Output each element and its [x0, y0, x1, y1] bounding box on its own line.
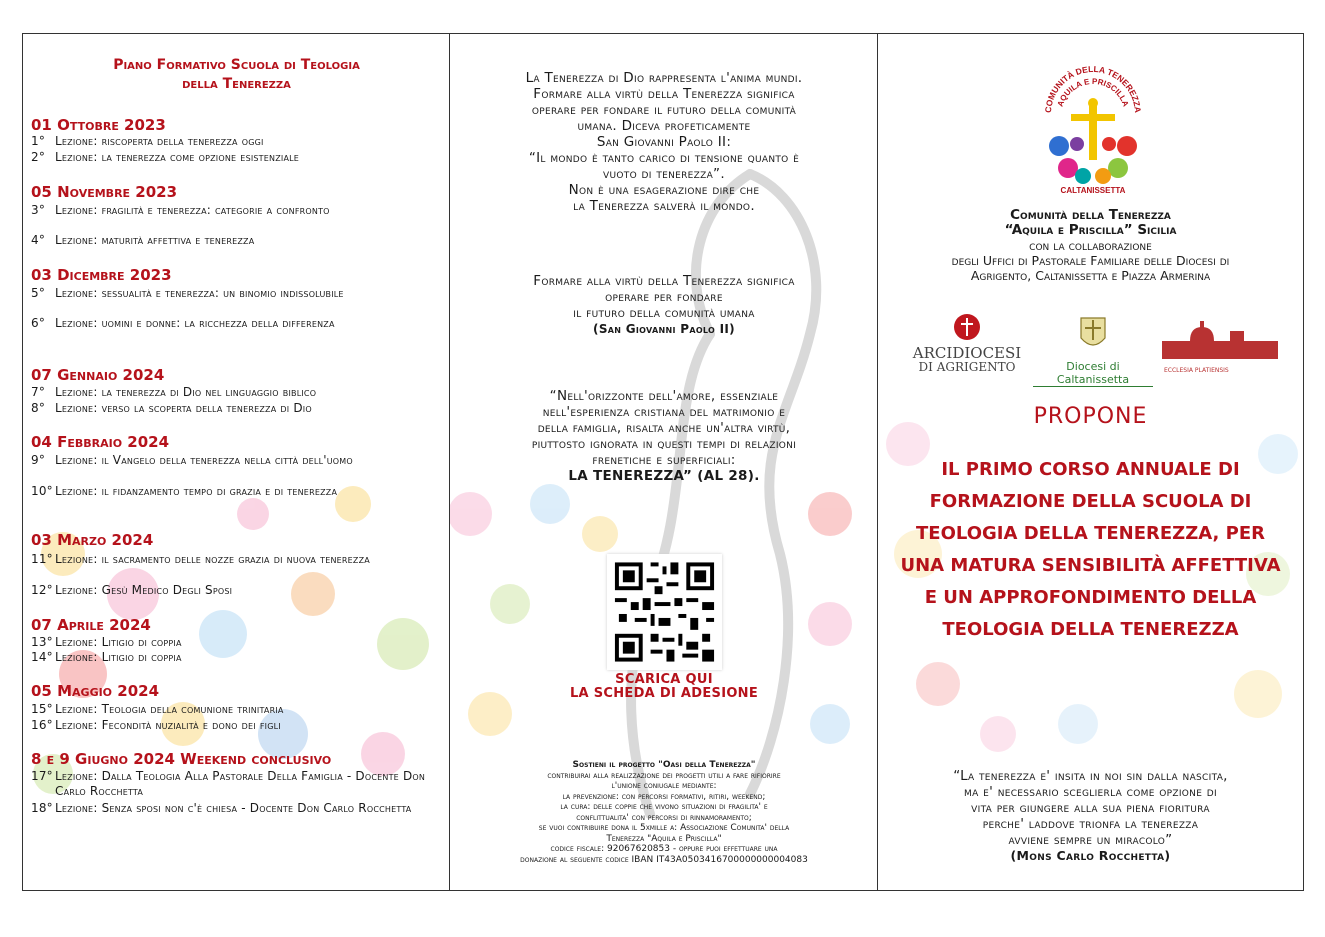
lesson-item: 9° Lezione: il Vangelo della tenerezza nella città dell'uomo: [31, 453, 353, 467]
lesson-item: 12° Lezione: Gesù Medico Degli Sposi: [31, 583, 233, 597]
cover-panel: [878, 34, 1303, 890]
amoris-source: LA TENEREZZA” (AL 28).: [568, 468, 760, 484]
lesson-item: 13° Lezione: Litigio di coppia: [31, 635, 182, 649]
month-heading: 07 Gennaio 2024: [31, 366, 165, 384]
quote-source: (Mons Carlo Rocchetta): [1010, 848, 1171, 863]
month-heading: 03 Marzo 2024: [31, 531, 154, 549]
course-title: IL PRIMO CORSO ANNUALE DI FORMAZIONE DELLA SCUOLA DI TEOLOGIA DELLA TENEREZZA, PER UNA MATURA SENSIBILITÀ AFFETTIVA E UN APPROFONDIMENTO DELLA TEOLOGIA DELLA TENEREZZA: [900, 459, 1281, 640]
amoris-quote: “Nell'orizzonte dell'amore, essenziale nell'esperienza cristiana del matrimonio e della famiglia, risalta anche un'altra virtù, piuttosto ignorata in questi tempi di relazioni frenetiche e superficiali: LA TENEREZZA” (AL 28).: [450, 388, 878, 484]
lesson-item: 5° Lezione: sessualità e tenerezza: un binomio indissolubile: [31, 286, 344, 300]
lesson-item: 14° Lezione: Litigio di coppia: [31, 650, 182, 664]
lesson-item: 7° Lezione: la tenerezza di Dio nel linguaggio biblico: [31, 385, 317, 399]
organizer-subname: “Aquila e Priscilla” Sicilia: [1004, 222, 1177, 238]
caltanissetta-crest-icon: [1073, 312, 1113, 356]
formare-source: (San Giovanni Paolo II): [593, 322, 735, 336]
month-heading: 01 Ottobre 2023: [31, 116, 166, 134]
schedule-panel: [23, 34, 450, 890]
organizer-name: Comunità della Tenerezza: [1010, 207, 1171, 223]
lesson-item: 4° Lezione: maturità affettiva e tenerezza: [31, 233, 255, 247]
month-heading: 05 Maggio 2024: [31, 682, 160, 700]
diocese-logo-piazza-armerina: ECCLESIA PLATIENSIS: [1160, 319, 1280, 377]
lesson-item: 16° Lezione: Fecondità nuzialità e dono dei figli: [31, 718, 281, 732]
svg-text:CALTANISSETTA: CALTANISSETTA: [1060, 186, 1126, 195]
support-title: Sostieni il progetto "Oasi della Tenerezza": [572, 760, 756, 770]
organizer-block: Comunità della Tenerezza “Aquila e Priscilla” Sicilia con la collaborazione degli Uffici di Pastorale Familiare delle Diocesi di Agrigento, Caltanissetta e Piazza Armerina: [878, 208, 1303, 283]
lesson-item: 18° Lezione: Senza sposi non c'è chiesa - Docente Don Carlo Rocchetta: [31, 801, 412, 815]
formare-quote: Formare alla virtù della Tenerezza significa operare per fondare il futuro della comunità umana (San Giovanni Paolo II): [450, 273, 878, 337]
schedule-title-line2: della Tenerezza: [182, 76, 291, 92]
intro-quote: La Tenerezza di Dio rappresenta l'anima mundi. Formare alla virtù della Tenerezza significa operare per fondare il futuro della comunità umana. Diceva profeticamente San Giovanni Paolo II: “Il mondo è tanto carico di tensione quanto è vuoto di tenerezza”. Non è una esagerazione dire che la Tenerezza salverà il mondo.: [525, 70, 803, 214]
quotes-panel: [450, 34, 878, 890]
rocchetta-quote: “La tenerezza e' insita in noi sin dalla nascita, ma e' necessario sceglierla come opzione di vita per giungere alla sua piena fioritura perche' laddove trionfa la tenerezza avviene sempre un miracolo” (Mons Carlo Rocchetta): [882, 768, 1299, 864]
lesson-item: 3° Lezione: fragilità e tenerezza: categorie a confronto: [31, 203, 330, 217]
month-heading: 8 e 9 Giugno 2024 Weekend conclusivo: [31, 750, 332, 768]
schedule-title: [23, 56, 450, 94]
month-heading: 04 Febbraio 2024: [31, 433, 170, 451]
qr-label[interactable]: SCARICA QUI LA SCHEDA DI ADESIONE: [569, 672, 759, 701]
lesson-item: 15° Lezione: Teologia della comunione trinitaria: [31, 702, 284, 716]
month-heading: 03 Dicembre 2023: [31, 266, 172, 284]
proposes-heading: PROPONE: [1033, 404, 1148, 429]
lesson-item: 6° Lezione: uomini e donne: la ricchezza della differenza: [31, 316, 335, 330]
svg-text:COMUNITÀ DELLA TENEREZZA: COMUNITÀ DELLA TENEREZZA: [1042, 63, 1144, 114]
lesson-item: 2° Lezione: la tenerezza come opzione esistenziale: [31, 150, 300, 164]
cathedral-icon: [1160, 319, 1280, 363]
brochure: [22, 33, 1304, 891]
agrigento-emblem-icon: [952, 312, 982, 342]
diocese-logo-caltanissetta: Diocesi di Caltanissetta: [1033, 312, 1153, 378]
lesson-item: 8° Lezione: verso la scoperta della tenerezza di Dio: [31, 401, 312, 415]
qr-code-graphic: [607, 554, 722, 670]
svg-text:AQUILA E PRISCILLA: AQUILA E PRISCILLA: [1055, 76, 1131, 108]
lesson-item: 11° Lezione: il sacramento delle nozze grazia di nuova tenerezza: [31, 552, 370, 566]
lesson-item: 17° Lezione: Dalla Teologia Alla Pastorale Della Famiglia - Docente Don Carlo Rocchetta: [31, 769, 426, 798]
community-logo: [1033, 56, 1153, 196]
month-heading: 07 Aprile 2024: [31, 616, 151, 634]
month-heading: 05 Novembre 2023: [31, 183, 178, 201]
support-info: Sostieni il progetto "Oasi della Tenerezza" contribuirai alla realizzazione dei progetti utili a fare rifiorire l'unione coniugale mediante: la prevenzione: con percorsi formativi, ritiri, weekend; la cura: delle coppie che vivono situazioni di fragilita' e conflittualita' con percorsi di rinnamoramento; se vuoi contribuire dona il 5xmille a: Associazione Comunita' della Tenerezza "Aquila e Priscilla" codice fiscale: 92067620853 - oppure puoi effettuare una donazione al seguente codice IBAN IT43A0503416700000000004083: [450, 760, 878, 865]
schedule-title-line1: Piano Formativo Scuola di Teologia: [113, 57, 360, 73]
diocese-logo-agrigento: ARCIDIOCESI DI AGRIGENTO: [912, 312, 1022, 378]
qr-code[interactable]: [607, 554, 722, 670]
lesson-item: 10° Lezione: il fidanzamento tempo di grazia e di tenerezza: [31, 484, 338, 498]
lesson-item: 1° Lezione: riscoperta della tenerezza oggi: [31, 134, 264, 148]
